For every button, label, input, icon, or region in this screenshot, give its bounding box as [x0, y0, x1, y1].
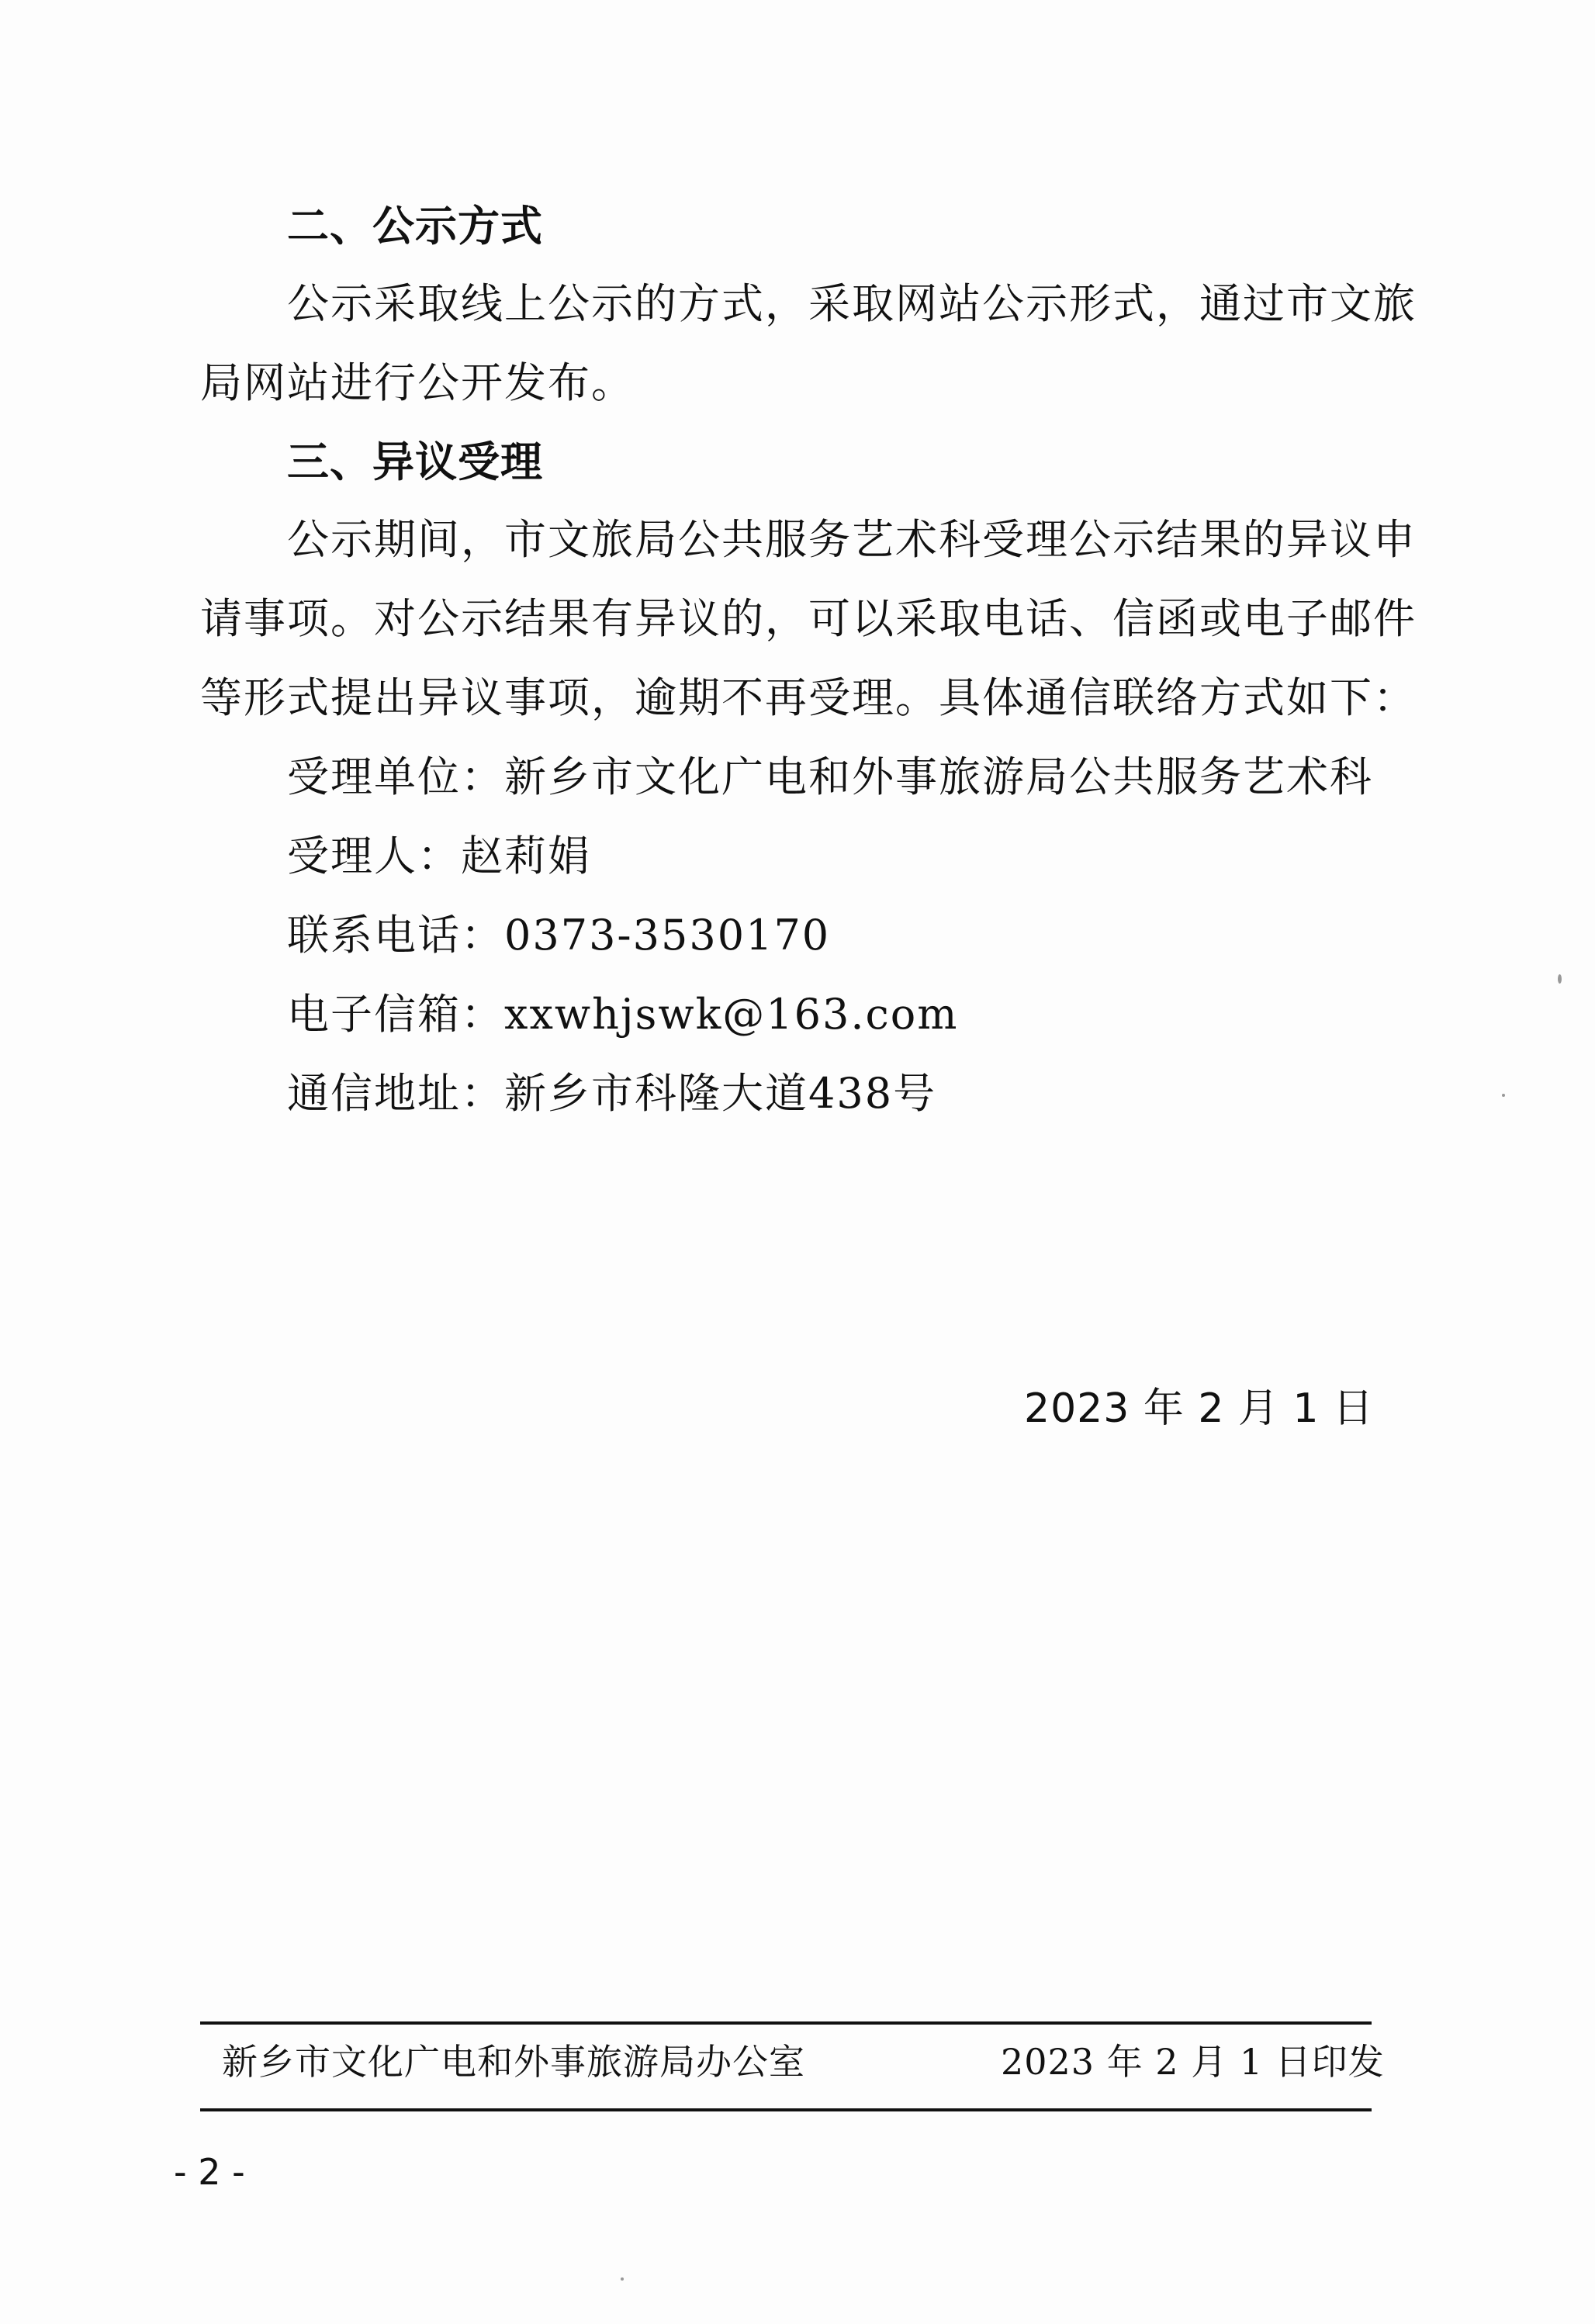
- footer-issuer: 新乡市文化广电和外事旅游局办公室: [222, 2041, 805, 2083]
- scan-speck: [1502, 1094, 1505, 1097]
- contact-unit: 受理单位：新乡市文化广电和外事旅游局公共服务艺术科: [287, 752, 1373, 801]
- contact-address: 通信地址：新乡市科隆大道438号: [287, 1069, 937, 1118]
- footer-issue-date: 2023 年 2 月 1 日印发: [1001, 2041, 1385, 2083]
- section-heading-publicity-method: 二、公示方式: [287, 202, 543, 251]
- contact-person: 受理人：赵莉娟: [287, 832, 591, 880]
- scan-speck: [1558, 974, 1562, 984]
- paragraph-line: 公示期间，市文旅局公共服务艺术科受理公示结果的异议申: [287, 515, 1417, 564]
- paragraph-line: 公示采取线上公示的方式，采取网站公示形式，通过市文旅: [287, 279, 1417, 328]
- paragraph-line: 局网站进行公开发布。: [200, 358, 635, 407]
- contact-phone: 联系电话：0373-3530170: [287, 911, 831, 960]
- scan-speck: [621, 2277, 624, 2281]
- page-number: - 2 -: [174, 2151, 245, 2193]
- paragraph-line: 等形式提出异议事项，逾期不再受理。具体通信联络方式如下：: [200, 673, 1417, 722]
- footer-bottom-rule: [200, 2108, 1372, 2111]
- paragraph-line: 请事项。对公示结果有异议的，可以采取电话、信函或电子邮件: [200, 594, 1417, 643]
- section-heading-objection-handling: 三、异议受理: [287, 437, 543, 486]
- footer-top-rule: [200, 2021, 1372, 2025]
- contact-email: 电子信箱：xxwhjswk@163.com: [287, 990, 959, 1039]
- document-date: 2023 年 2 月 1 日: [1024, 1385, 1375, 1432]
